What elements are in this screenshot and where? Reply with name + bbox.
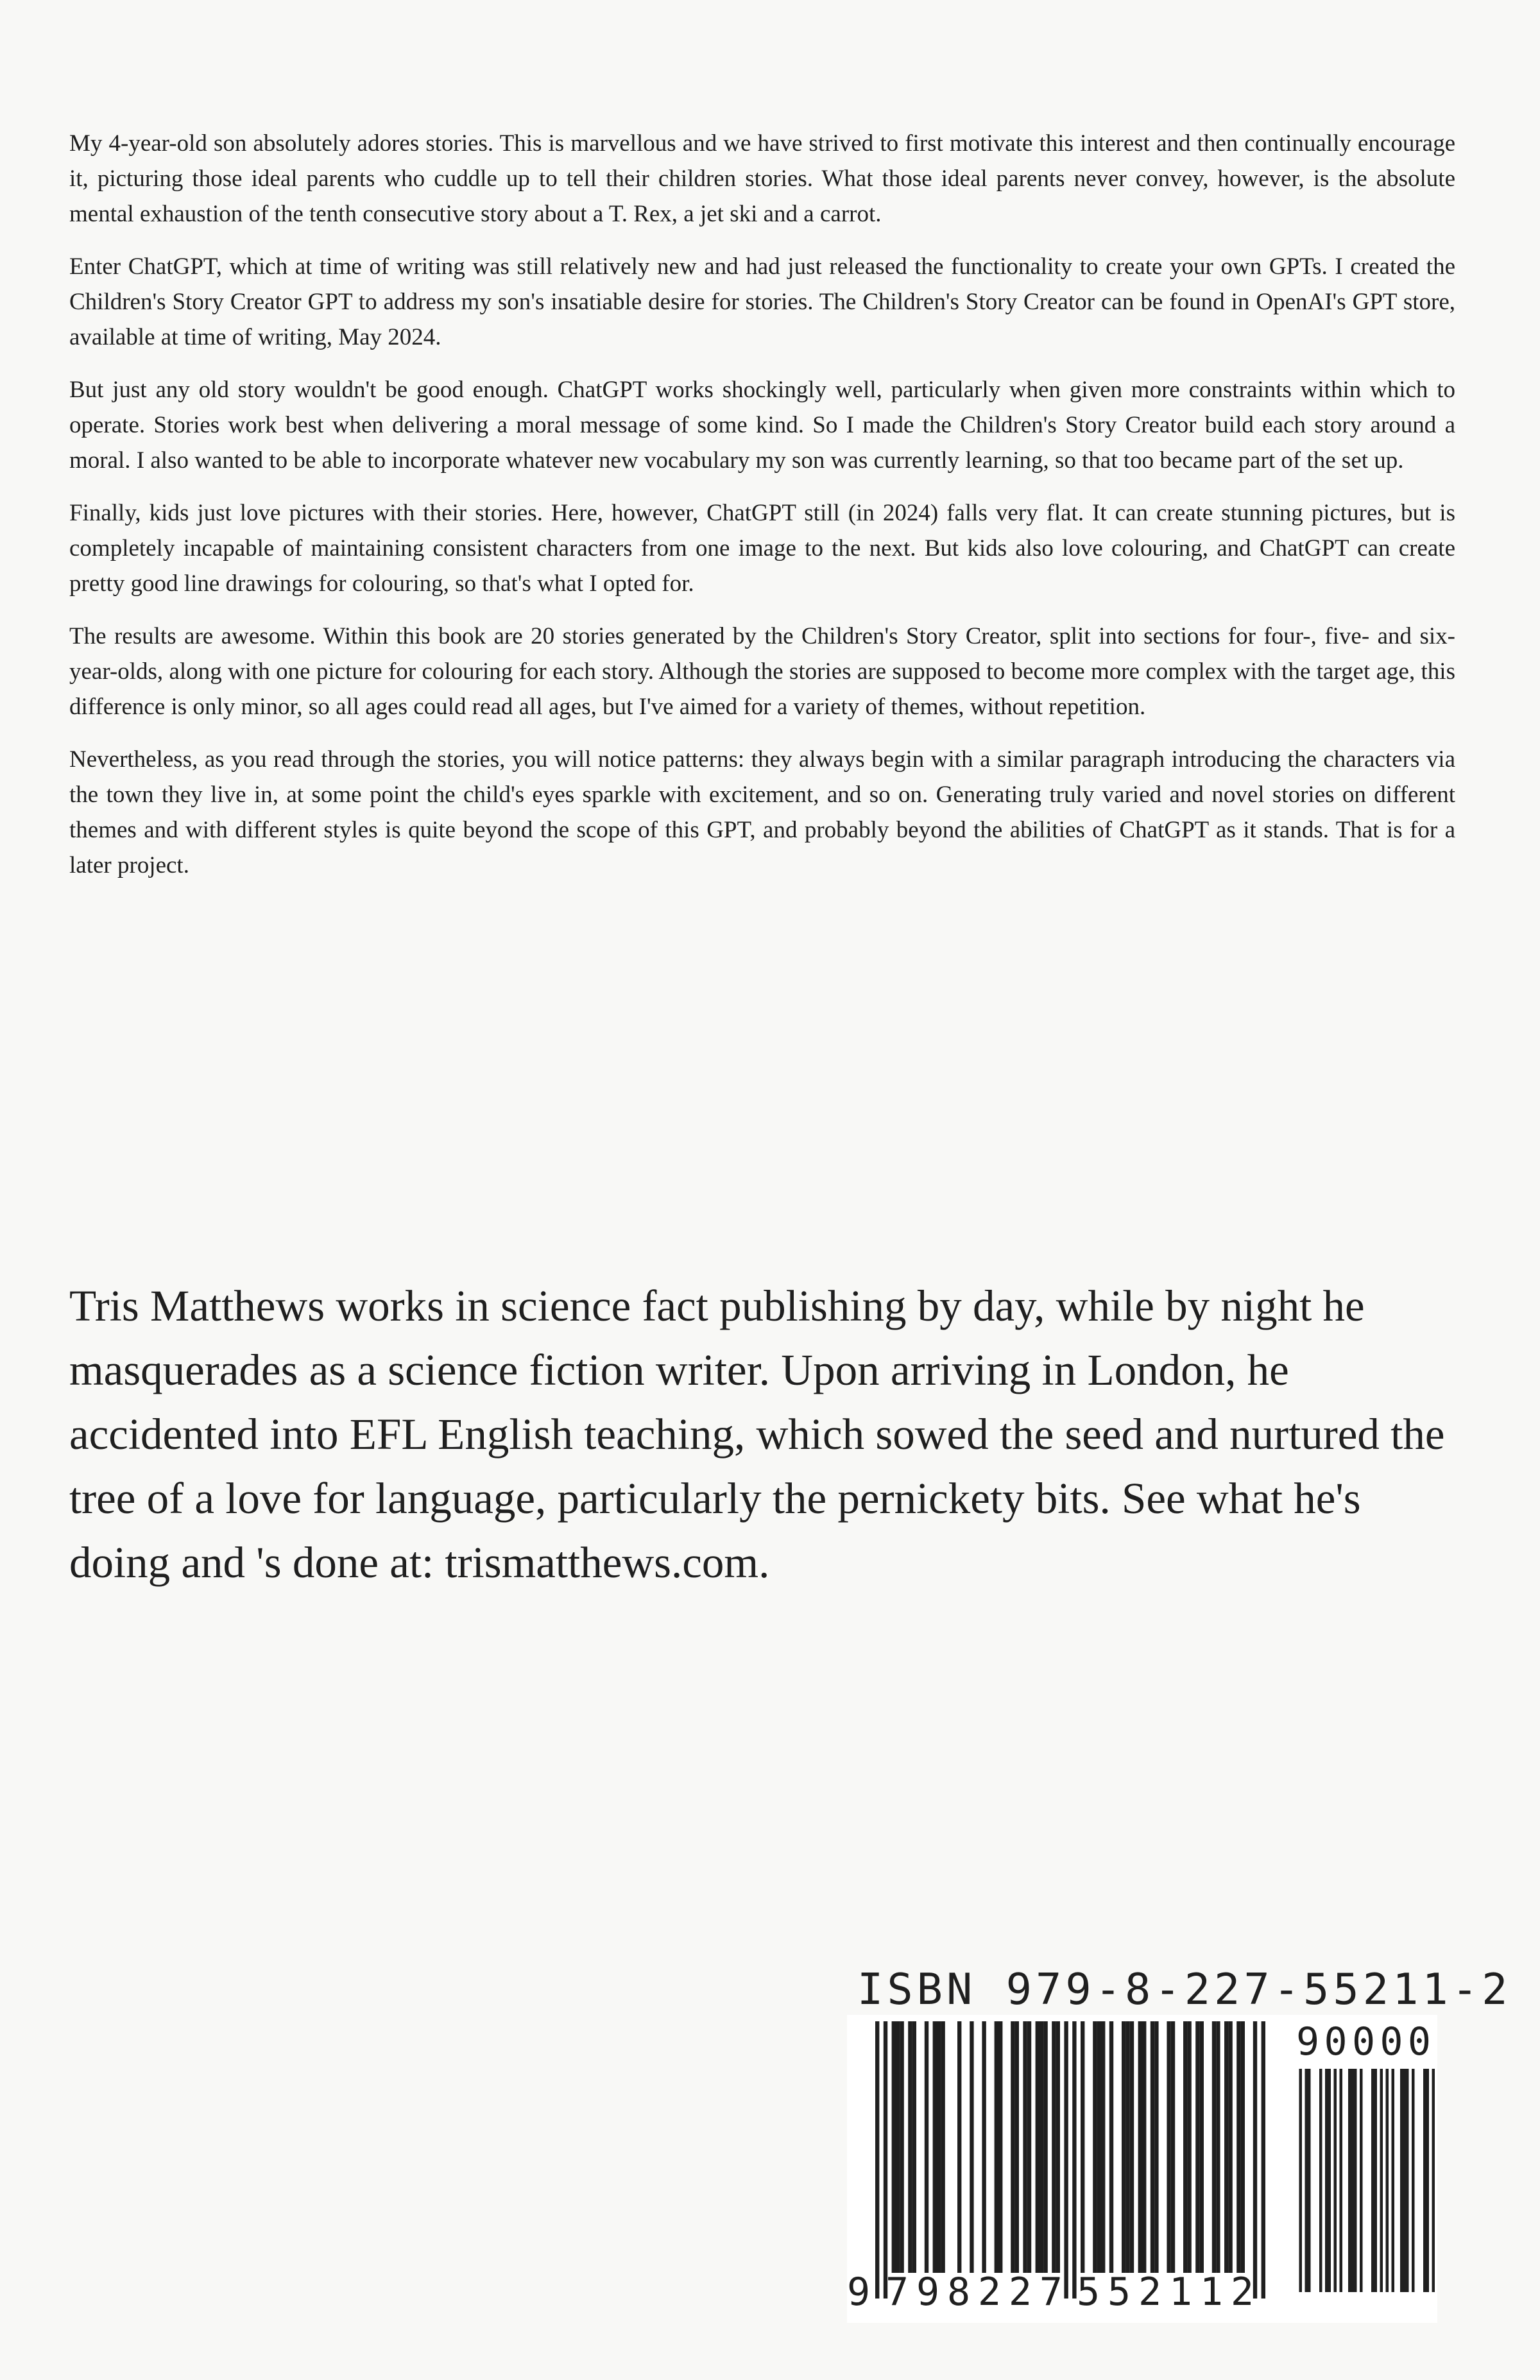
addon-bar bbox=[1348, 2069, 1351, 2292]
addon-bar bbox=[1360, 2069, 1363, 2292]
author-bio: Tris Matthews works in science fact publishing by day, while by night he masquerades as a science fiction writer. Upon arriving in London, he accidented into EFL English teaching, which sowed the seed and nurtured the tree of a love for language, particularly the pernickety bits. See what he's doing and 's done at: trismatthews.com. bbox=[69, 1281, 1445, 1587]
barcode-bar bbox=[1040, 2021, 1043, 2273]
barcode-right-digits: 552112 bbox=[1077, 2270, 1254, 2315]
addon-bar bbox=[1340, 2069, 1343, 2292]
addon-bar bbox=[1299, 2069, 1303, 2292]
barcode bbox=[847, 2015, 1437, 2323]
barcode-bar bbox=[1262, 2021, 1265, 2299]
barcode-bar bbox=[1253, 2021, 1257, 2299]
barcode-bar bbox=[1093, 2021, 1097, 2273]
barcode-bar bbox=[1052, 2021, 1056, 2273]
addon-bar bbox=[1380, 2069, 1383, 2292]
barcode-bar bbox=[1195, 2021, 1199, 2273]
addon-bar bbox=[1403, 2069, 1407, 2292]
barcode-bar bbox=[892, 2021, 896, 2273]
intro-paragraph-6: Nevertheless, as you read through the stories, you will notice patterns: they always begin with a similar paragraph introducing the characters via the town they live in, at some point the child's eyes sparkle with excitement, and so on. Generating truly varied and novel stories on different themes and with different styles is quite beyond the scope of this GPT, and probably beyond the abilities of ChatGPT as it stands. That is for a later project. bbox=[69, 746, 1455, 878]
barcode-bar bbox=[1064, 2021, 1068, 2299]
addon-bar bbox=[1371, 2069, 1374, 2292]
barcode-bar bbox=[925, 2021, 928, 2273]
addon-bar bbox=[1400, 2069, 1403, 2292]
barcode-bar bbox=[1072, 2021, 1076, 2299]
barcode-bar bbox=[1097, 2021, 1101, 2273]
barcode-bar bbox=[1187, 2021, 1191, 2273]
intro-paragraph-1: My 4-year-old son absolutely adores stories. This is marvellous and we have strived to first motivate this interest and then continually encourage it, picturing those ideal parents who cuddle up to tell their children stories. What those ideal parents never convey, however, is the absolute mental exhaustion of the tenth consecutive story about a T. Rex, a jet ski and a carrot. bbox=[69, 130, 1455, 227]
barcode-bar bbox=[957, 2021, 961, 2273]
barcode-bar bbox=[896, 2021, 900, 2273]
barcode-bar bbox=[982, 2021, 986, 2273]
barcode-bar bbox=[908, 2021, 912, 2273]
addon-bar bbox=[1374, 2069, 1378, 2292]
barcode-bar bbox=[1151, 2021, 1154, 2273]
barcode-bar bbox=[1138, 2021, 1142, 2273]
barcode-bar bbox=[1154, 2021, 1158, 2273]
addon-bar bbox=[1325, 2069, 1328, 2292]
isbn-label: ISBN 979-8-227-55211-2 bbox=[857, 1964, 1512, 2014]
barcode-first-digit: 9 bbox=[847, 2270, 871, 2315]
barcode-bar bbox=[1109, 2021, 1113, 2273]
addon-bar bbox=[1354, 2069, 1357, 2292]
barcode-bar bbox=[937, 2021, 941, 2273]
intro-paragraph-2: Enter ChatGPT, which at time of writing was still relatively new and had just released the functionality to create your own GPTs. I created the Children's Story Creator GPT to address my son's insatiable desire for stories. The Children's Story Creator can be found in OpenAI's GPT store, available at time of writing, May 2024. bbox=[69, 253, 1455, 350]
barcode-bar bbox=[1036, 2021, 1040, 2273]
barcode-bar bbox=[1236, 2021, 1240, 2273]
barcode-bar bbox=[1081, 2021, 1084, 2273]
addon-bars bbox=[1299, 2069, 1435, 2292]
barcode-bar bbox=[1027, 2021, 1031, 2273]
intro-paragraph-4: Finally, kids just love pictures with their stories. Here, however, ChatGPT still (in 2024) falls very flat. It can create stunning pictures, but is completely incapable of maintaining consistent characters from one image to the next. But kids also love colouring, and ChatGPT can create pretty good line drawings for colouring, so that's what I opted for. bbox=[69, 500, 1455, 597]
addon-bar bbox=[1426, 2069, 1430, 2292]
barcode-bar bbox=[1011, 2021, 1014, 2273]
addon-bar bbox=[1351, 2069, 1355, 2292]
barcode-bar bbox=[1023, 2021, 1027, 2273]
barcode-bar bbox=[1101, 2021, 1105, 2273]
barcode-bar bbox=[1200, 2021, 1204, 2273]
addon-bar bbox=[1412, 2069, 1415, 2292]
addon-bar bbox=[1328, 2069, 1331, 2292]
barcode-bar bbox=[1015, 2021, 1019, 2273]
barcode-bar bbox=[1241, 2021, 1245, 2273]
barcode-bar bbox=[1216, 2021, 1220, 2273]
barcode-bar bbox=[1056, 2021, 1060, 2273]
barcode-bar bbox=[1130, 2021, 1134, 2273]
barcode-bar bbox=[941, 2021, 945, 2273]
addon-bar bbox=[1334, 2069, 1337, 2292]
barcode-bar bbox=[933, 2021, 937, 2273]
addon-bar bbox=[1319, 2069, 1322, 2292]
barcode-bar bbox=[875, 2021, 879, 2299]
barcode-bar bbox=[1125, 2021, 1129, 2273]
barcode-bar bbox=[995, 2021, 998, 2273]
barcode-left-digits: 798227 bbox=[886, 2270, 1063, 2315]
addon-bar bbox=[1308, 2069, 1311, 2292]
ean13-bars bbox=[875, 2021, 1265, 2299]
barcode-bar bbox=[1228, 2021, 1232, 2273]
barcode-bar bbox=[1224, 2021, 1228, 2273]
addon-bar bbox=[1305, 2069, 1308, 2292]
barcode-bar bbox=[1043, 2021, 1047, 2273]
barcode-bar bbox=[970, 2021, 973, 2273]
barcode-bar bbox=[912, 2021, 916, 2273]
intro-paragraph-3: But just any old story wouldn't be good enough. ChatGPT works shockingly well, particularly when given more constraints within which to operate. Stories work best when delivering a moral message of some kind. So I made the Children's Story Creator build each story around a moral. I also wanted to be able to incorporate whatever new vocabulary my son was currently learning, so that too became part of the set up. bbox=[69, 377, 1455, 474]
addon-bar bbox=[1432, 2069, 1435, 2292]
barcode-bar bbox=[884, 2021, 887, 2299]
addon-bar bbox=[1423, 2069, 1426, 2292]
barcode-bar bbox=[1167, 2021, 1170, 2273]
barcode-bar bbox=[1171, 2021, 1175, 2273]
barcode-bar bbox=[998, 2021, 1002, 2273]
barcode-bar bbox=[900, 2021, 903, 2273]
addon-bar bbox=[1392, 2069, 1395, 2292]
barcode-addon-digits: 90000 bbox=[1296, 2019, 1431, 2064]
intro-paragraph-5: The results are awesome. Within this book are 20 stories generated by the Children's Story Creator, split into sections for four-, five- and six-year-olds, along with one picture for colouring for each story. Although the stories are supposed to become more complex with the target age, this difference is only minor, so all ages could read all ages, but I've aimed for a variety of themes, without repetition. bbox=[69, 623, 1455, 720]
intro-text bbox=[69, 126, 1455, 900]
barcode-bar bbox=[1142, 2021, 1146, 2273]
barcode-bar bbox=[1212, 2021, 1216, 2273]
barcode-bar bbox=[1122, 2021, 1125, 2273]
barcode-bar bbox=[1183, 2021, 1187, 2273]
addon-bar bbox=[1386, 2069, 1389, 2292]
addon-bar bbox=[1406, 2069, 1409, 2292]
barcode-graphic bbox=[847, 2015, 1437, 2323]
